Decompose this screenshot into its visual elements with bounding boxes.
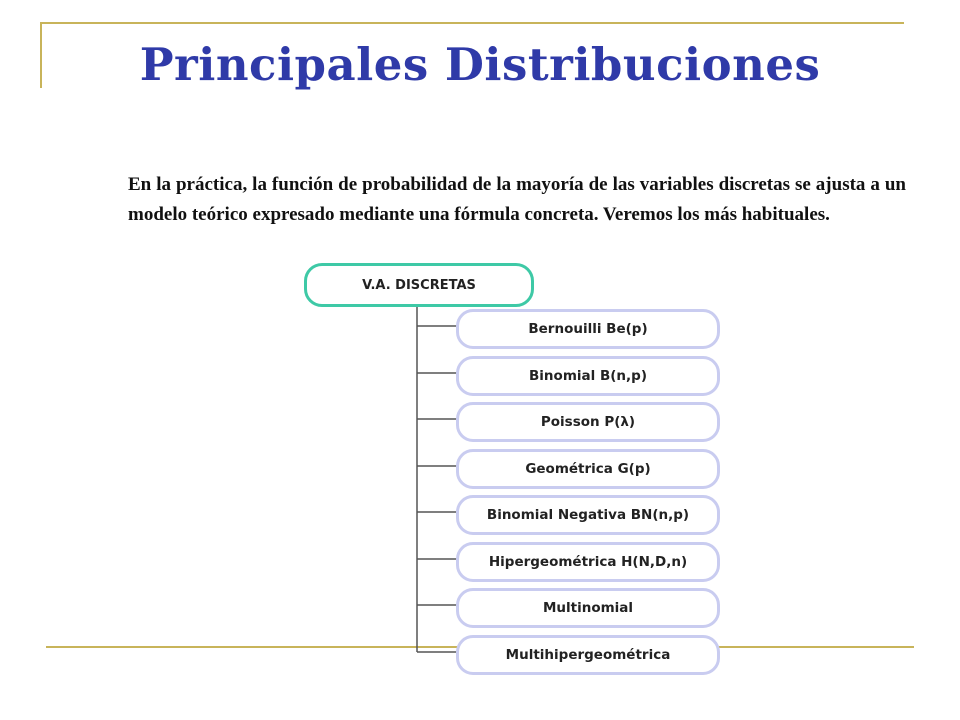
node-hipergeometrica: Hipergeométrica H(N,D,n) bbox=[456, 542, 720, 582]
slide-title: Principales Distribuciones bbox=[139, 38, 821, 91]
intro-paragraph: En la práctica, la función de probabilidad de la mayoría de las variables discretas se ajusta a un modelo teórico expresado mediante una fórmula concreta. Veremos los más habituales. bbox=[128, 174, 906, 225]
node-multihipergeometrica: Multihipergeométrica bbox=[456, 635, 720, 675]
node-bernouilli: Bernouilli Be(p) bbox=[456, 309, 720, 349]
node-binomial-negativa: Binomial Negativa BN(n,p) bbox=[456, 495, 720, 535]
node-multinomial: Multinomial bbox=[456, 588, 720, 628]
root-node-discrete-rv: V.A. DISCRETAS bbox=[304, 263, 534, 307]
node-poisson: Poisson P(λ) bbox=[456, 402, 720, 442]
node-geometrica: Geométrica G(p) bbox=[456, 449, 720, 489]
node-binomial: Binomial B(n,p) bbox=[456, 356, 720, 396]
top-decoration-line bbox=[40, 22, 904, 24]
